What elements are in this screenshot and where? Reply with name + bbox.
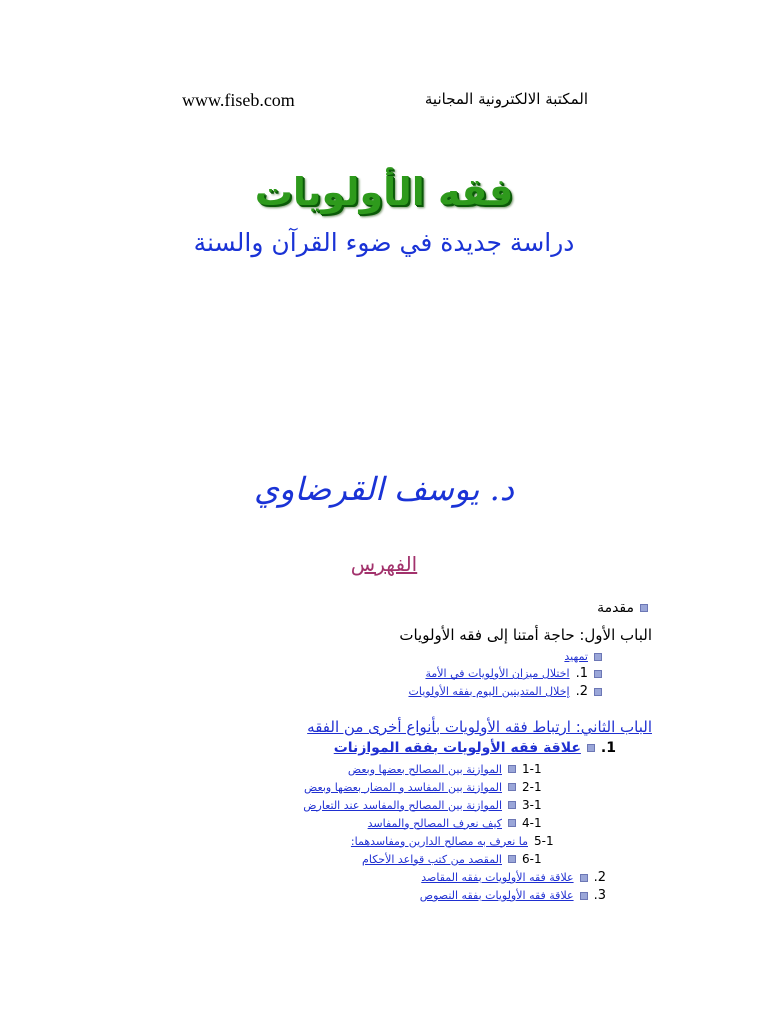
sub-item-row[interactable] [362,852,556,866]
bullet-icon [508,819,516,827]
toc-link[interactable]: الموازنة بين المصالح والمفاسد عند التعارض [303,798,502,812]
chapter-1-title: الباب الأول: حاجة أمتنا إلى فقه الأولويات [399,626,652,644]
toc-link[interactable]: الموازنة بين المفاسد و المضار بعضها وبعض [304,780,502,794]
list-item[interactable] [408,684,602,699]
bullet-icon [640,604,648,612]
toc-link[interactable]: كيف نعرف المصالح والمفاسد [367,816,502,830]
toc-link[interactable]: علاقة فقه الأولويات بفقه النصوص [419,889,574,902]
chapter-1-row [399,626,652,644]
toc-link[interactable]: اختلال ميزان الأولويات في الأمة [425,667,570,680]
chapter-2-row[interactable] [307,718,652,736]
sub-item-row[interactable] [304,780,556,794]
toc-link[interactable]: إخلال المتدينين اليوم بفقه الأولويات [408,685,570,698]
section-row[interactable] [421,870,606,885]
bullet-icon [508,855,516,863]
sub-item-row[interactable] [368,816,556,830]
site-url[interactable]: www.fiseb.com [182,90,295,110]
bullet-icon [587,744,595,752]
toc-intro: مقدمة [597,600,634,616]
toc-link[interactable]: علاقة فقه الأولويات بفقه الموازنات [333,740,581,756]
bullet-icon [580,892,588,900]
section-row[interactable] [334,740,616,756]
item-number: 2-1 [522,780,542,794]
bullet-icon [508,783,516,791]
toc-link[interactable]: الموازنة بين المصالح بعضها وبعض [347,762,502,776]
item-number: 6-1 [522,852,542,866]
sub-item-row[interactable] [348,762,556,776]
item-number: 2. [593,870,606,885]
toc-title: الفهرس [350,552,418,576]
item-number: 3. [593,888,606,903]
sub-item-row[interactable] [303,798,556,812]
item-number: 3-1 [522,798,542,812]
author-name: د. يوسف القرضاوي [253,470,515,508]
item-number: 5-1 [534,834,554,848]
list-item[interactable] [564,650,602,663]
bullet-icon [594,670,602,678]
sub-item-row[interactable] [351,834,568,848]
bullet-icon [594,653,602,661]
item-number: 1-1 [522,762,542,776]
toc-link[interactable]: تمهيد [564,650,588,663]
bullet-icon [508,765,516,773]
library-name: المكتبة الالكترونية المجانية [424,90,588,108]
item-number: 4-1 [522,816,542,830]
section-row[interactable] [420,888,606,903]
item-number: 2. [575,684,588,699]
item-number: 1. [600,740,616,756]
bullet-icon [508,801,516,809]
bullet-icon [594,688,602,696]
book-subtitle: دراسة جديدة في ضوء القرآن والسنة [193,228,575,257]
bullet-icon [580,874,588,882]
toc-link[interactable]: علاقة فقه الأولويات بفقه المقاصد [421,871,574,884]
toc-intro-row [597,600,648,616]
chapter-2-title[interactable]: الباب الثاني: ارتباط فقه الأولويات بأنواع أخرى من الفقه [307,718,652,736]
item-number: 1. [575,666,588,681]
toc-link[interactable]: المقصد من كتب قواعد الأحكام [362,852,502,866]
toc-link[interactable]: ما نعرف به مصالح الدارين ومفاسدهما: [350,834,528,848]
book-title: فقه الأولويات [254,170,514,214]
list-item[interactable] [425,666,602,681]
